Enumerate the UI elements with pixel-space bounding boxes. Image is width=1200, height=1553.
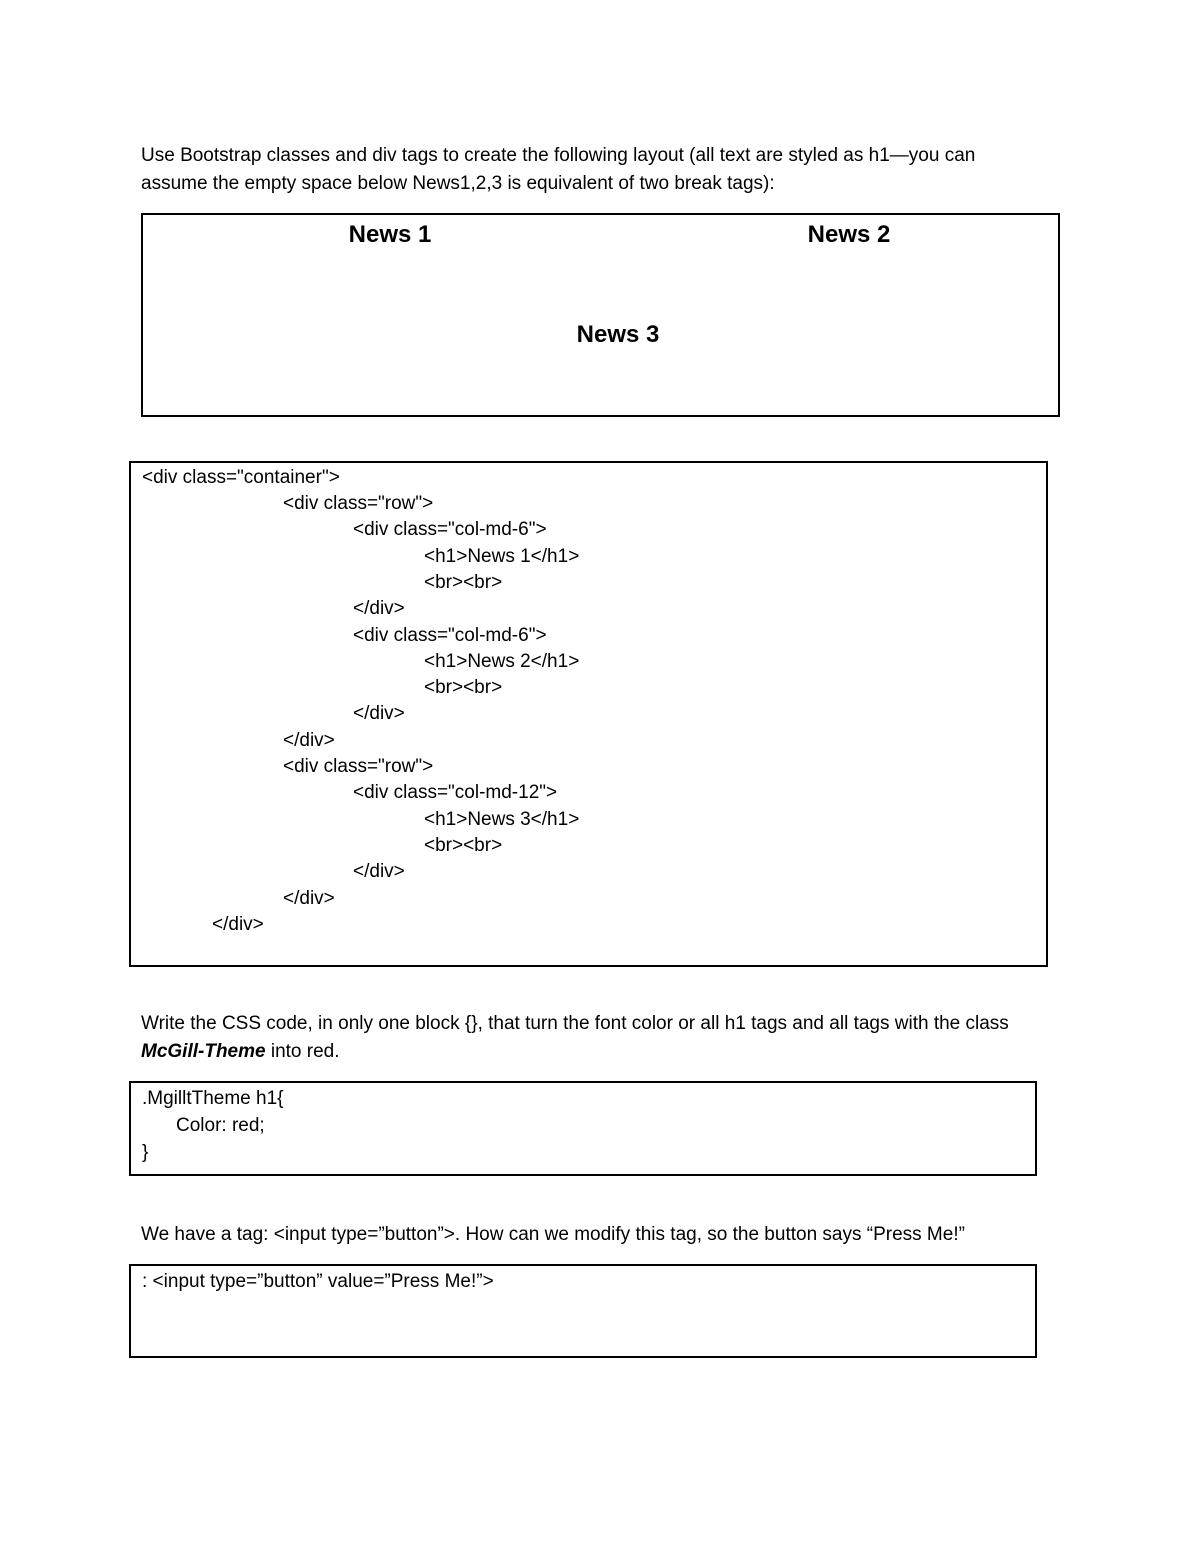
code-line: <div class="container"> [142, 467, 340, 488]
question-2-line-1: Write the CSS code, in only one block {}, that turn the font color or all h1 tags and all tags with the class [141, 1013, 1009, 1034]
question-3: We have a tag: <input type=”button”>. How can we modify this tag, so the button says “Press Me!” [141, 1224, 965, 1245]
answer-3-text: : <input type=”button” value=”Press Me!”> [142, 1271, 494, 1292]
code-line: <div class="col-md-12"> [353, 782, 558, 803]
css-line-2: Color: red; [176, 1115, 265, 1136]
code-line: </div> [353, 861, 405, 882]
question-1 [141, 142, 1141, 198]
question-2-line-2-rest: into red. [265, 1041, 340, 1062]
code-line: </div> [283, 730, 335, 751]
class-name-emphasis: McGill-Theme [141, 1041, 266, 1062]
question-2-line-2 [141, 1038, 1151, 1066]
code-line: </div> [283, 888, 335, 909]
code-line: <h1>News 1</h1> [424, 546, 580, 567]
code-line: <br><br> [424, 677, 503, 698]
question-2 [141, 1010, 1151, 1066]
answer-1-code-box [129, 461, 1048, 967]
code-line: <div class="row"> [283, 756, 434, 777]
code-line: <div class="col-md-6"> [353, 625, 547, 646]
code-line: <div class="row"> [283, 493, 434, 514]
css-line-3: } [142, 1142, 149, 1163]
code-line: <h1>News 3</h1> [424, 809, 580, 830]
question-1-line-1: Use Bootstrap classes and div tags to create the following layout (all text are styled as h1—you can [141, 145, 976, 166]
question-1-line-2: assume the empty space below News1,2,3 is equivalent of two break tags): [141, 173, 775, 194]
code-line: </div> [212, 914, 264, 935]
news-3-heading: News 3 [576, 321, 660, 348]
answer-2-code-box [129, 1081, 1037, 1176]
answer-3-box [129, 1264, 1037, 1358]
css-line-1: .MgilltTheme h1{ [142, 1088, 284, 1109]
code-line: </div> [353, 598, 405, 619]
news-1-heading: News 1 [348, 221, 432, 248]
layout-example-box [141, 213, 1060, 417]
code-line: <div class="col-md-6"> [353, 519, 547, 540]
code-line: <br><br> [424, 835, 503, 856]
code-line: <br><br> [424, 572, 503, 593]
code-line: </div> [353, 703, 405, 724]
code-line: <h1>News 2</h1> [424, 651, 580, 672]
news-2-heading: News 2 [807, 221, 891, 248]
